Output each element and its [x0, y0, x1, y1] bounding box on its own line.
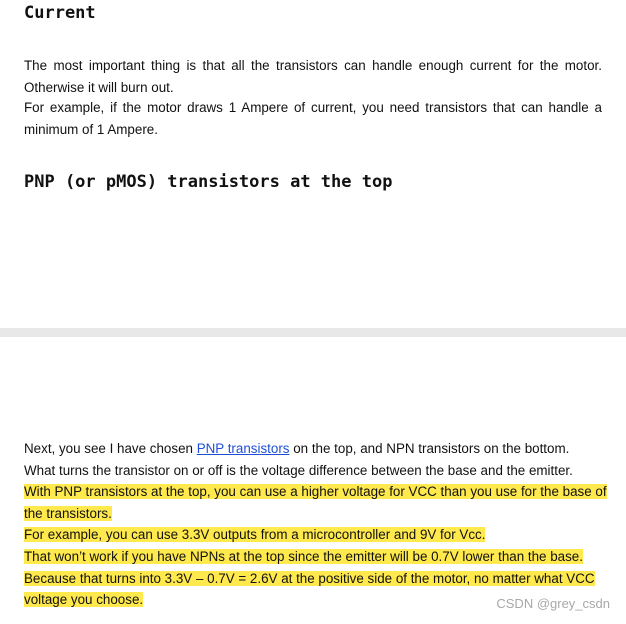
highlighted-text: voltage you choose. [24, 592, 144, 608]
explanation-line-1 [24, 438, 602, 460]
highlighted-text: Because that turns into 3.3V – 0.7V = 2.6V at the positive side of the motor, no matter what VCC [24, 570, 595, 586]
section-divider [0, 328, 626, 337]
csdn-watermark: CSDN @grey_csdn [496, 596, 610, 611]
explanation-block [24, 438, 607, 611]
highlighted-line [24, 524, 602, 546]
highlighted-text: the transistors. [24, 505, 112, 521]
pnp-transistors-link[interactable]: PNP transistors [196, 441, 290, 456]
current-heading: Current [24, 3, 96, 23]
highlighted-text: With PNP transistors at the top, you can use a higher voltage for VCC than you use for the base of [24, 484, 607, 500]
highlighted-line [24, 546, 602, 568]
explanation-line-1-start: Next, you see I have chosen [24, 441, 197, 456]
explanation-line-1-end: on the top, and NPN transistors on the bottom. [289, 441, 570, 456]
explanation-line-2: What turns the transistor on or off is the voltage difference between the base and the emitter. [24, 462, 573, 478]
highlighted-text: That won’t work if you have NPNs at the top since the emitter will be 0.7V lower than the base. [24, 548, 583, 564]
current-paragraph-1: The most important thing is that all the transistors can handle enough current for the motor. Otherwise it will burn out. [24, 58, 602, 95]
pnp-heading: PNP (or pMOS) transistors at the top [24, 172, 393, 192]
highlighted-text: For example, you can use 3.3V outputs from a microcontroller and 9V for Vcc. [24, 527, 486, 543]
highlighted-line [24, 568, 602, 590]
highlighted-line [24, 503, 602, 525]
highlighted-line [24, 481, 607, 503]
current-paragraph-2: For example, if the motor draws 1 Ampere of current, you need transistors that can handle a minimum of 1 Ampere. [24, 100, 602, 137]
